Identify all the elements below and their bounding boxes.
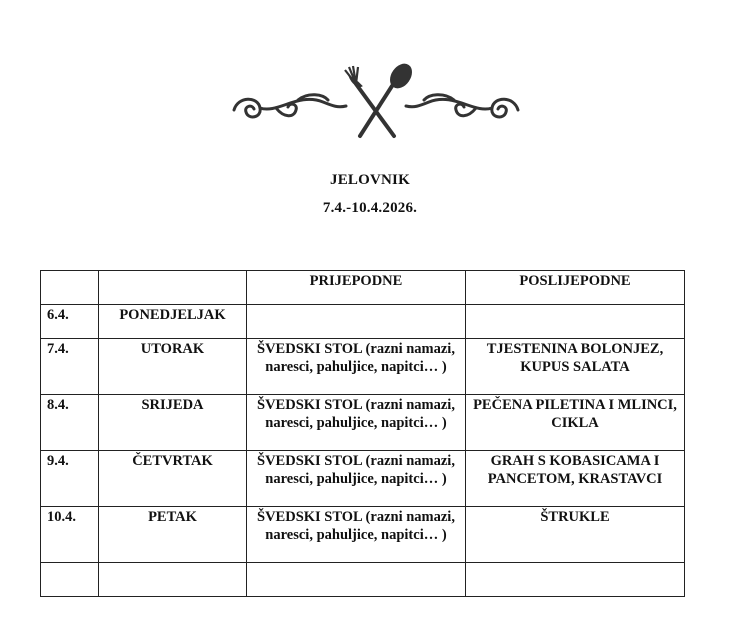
date-cell: 10.4. — [41, 507, 99, 563]
day-cell — [99, 563, 247, 597]
table-row — [41, 305, 685, 339]
table-row — [41, 563, 685, 597]
afternoon-meal-cell: TJESTENINA BOLONJEZ, KUPUS SALATA — [466, 339, 685, 395]
fork-spoon-ornament-icon — [228, 62, 524, 140]
morning-meal-cell: ŠVEDSKI STOL (razni namazi, naresci, pahuljice, napitci… ) — [247, 507, 466, 563]
table-row — [41, 395, 685, 451]
date-cell: 6.4. — [41, 305, 99, 339]
day-cell: PONEDJELJAK — [99, 305, 247, 339]
day-cell: SRIJEDA — [99, 395, 247, 451]
table-header-row — [41, 271, 685, 305]
morning-meal-cell — [247, 563, 466, 597]
morning-meal-cell: ŠVEDSKI STOL (razni namazi, naresci, pahuljice, napitci… ) — [247, 451, 466, 507]
table-row — [41, 339, 685, 395]
day-cell: ČETVRTAK — [99, 451, 247, 507]
morning-meal-cell — [247, 305, 466, 339]
morning-meal-cell: ŠVEDSKI STOL (razni namazi, naresci, pahuljice, napitci… ) — [247, 339, 466, 395]
header-cell-afternoon: POSLIJEPODNE — [466, 271, 685, 305]
afternoon-meal-cell: GRAH S KOBASICAMA I PANCETOM, KRASTAVCI — [466, 451, 685, 507]
afternoon-meal-cell — [466, 563, 685, 597]
date-cell: 7.4. — [41, 339, 99, 395]
date-cell — [41, 563, 99, 597]
header-cell-empty — [41, 271, 99, 305]
day-cell: PETAK — [99, 507, 247, 563]
menu-date-range: 7.4.-10.4.2026. — [322, 200, 418, 216]
day-cell: UTORAK — [99, 339, 247, 395]
afternoon-meal-cell: ŠTRUKLE — [466, 507, 685, 563]
header-cell-morning: PRIJEPODNE — [247, 271, 466, 305]
header-cell-empty — [99, 271, 247, 305]
afternoon-meal-cell — [466, 305, 685, 339]
menu-table — [40, 270, 685, 597]
afternoon-meal-cell: PEČENA PILETINA I MLINCI, CIKLA — [466, 395, 685, 451]
table-row — [41, 507, 685, 563]
menu-title: JELOVNIK — [330, 172, 410, 188]
morning-meal-cell: ŠVEDSKI STOL (razni namazi, naresci, pahuljice, napitci… ) — [247, 395, 466, 451]
date-cell: 9.4. — [41, 451, 99, 507]
date-cell: 8.4. — [41, 395, 99, 451]
table-row — [41, 451, 685, 507]
